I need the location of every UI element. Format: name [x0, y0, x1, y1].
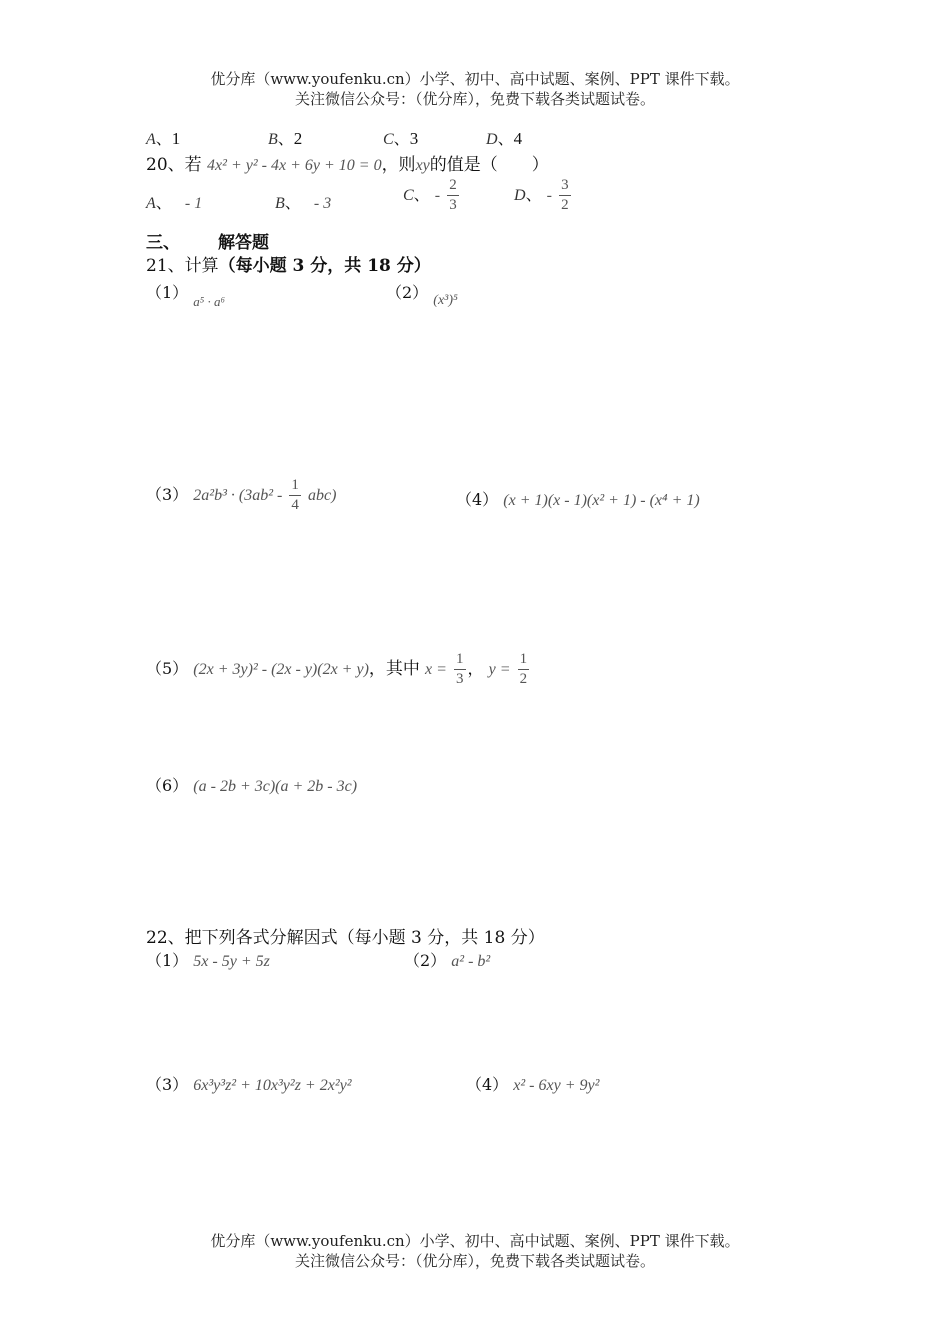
- q21-item-6: （6） (a - 2b + 3c)(a + 2b - 3c): [146, 776, 358, 795]
- section-3-heading: 三、 解答题: [146, 233, 269, 253]
- q19-option-d: D、4: [486, 129, 523, 148]
- header-line-2: 关注微信公众号：（优分库），免费下载各类试题试卷。: [294, 90, 655, 108]
- q21-item-4: （4） (x + 1)(x - 1)(x² + 1) - (x⁴ + 1): [456, 490, 700, 509]
- question-21-title: 21、计算（每小题 3 分，共 18 分）: [146, 256, 431, 276]
- header-line-1: 优分库（www.youfenku.cn）小学、初中、高中试题、案例、PPT 课件下载。: [210, 70, 740, 88]
- footer-line-2: 关注微信公众号：（优分库），免费下载各类试题试卷。: [294, 1252, 655, 1270]
- q21-item-5: （5） (2x + 3y)² - (2x - y)(2x + y)，其中 x = $\frac{1}{3}$ ， y = $\frac{1}{2}$: [146, 651, 528, 687]
- q22-item-1: （1） 5x - 5y + 5z: [146, 951, 270, 970]
- question-22-title: 22、把下列各式分解因式（每小题 3 分，共 18 分）: [146, 928, 545, 948]
- q22-item-2: （2） a² - b²: [404, 951, 491, 970]
- q19-option-b: B、2: [268, 129, 303, 148]
- q20-equation: 4x² + y² - 4x + 6y + 10 = 0: [207, 157, 382, 174]
- q21-item-2: （2） (x³)⁵: [386, 283, 458, 308]
- question-20: 20、若 4x² + y² - 4x + 6y + 10 = 0，则xy的值是（ ）: [146, 155, 549, 175]
- q21-item-1: （1） $_{a^5 \cdot a^6}$: [146, 283, 226, 309]
- q20-option-a: A、 - 1: [146, 193, 203, 212]
- q20-option-c: C、 - $\frac{2}{3}$: [403, 177, 457, 213]
- q20-option-b: B、 - 3: [275, 193, 332, 212]
- q22-item-3: （3） 6x³y³z² + 10x³y²z + 2x²y²: [146, 1075, 352, 1094]
- q21-item-3: （3） 2a²b³ · (3ab² - $\frac{1}{4}$ abc): [146, 477, 337, 513]
- q20-option-d: D、 - $\frac{3}{2}$: [514, 177, 569, 213]
- q22-item-4: （4） x² - 6xy + 9y²: [466, 1075, 600, 1094]
- q19-option-a: A、1: [146, 129, 181, 148]
- q19-option-c: C、3: [383, 129, 419, 148]
- footer-line-1: 优分库（www.youfenku.cn）小学、初中、高中试题、案例、PPT 课件下载。: [210, 1232, 740, 1250]
